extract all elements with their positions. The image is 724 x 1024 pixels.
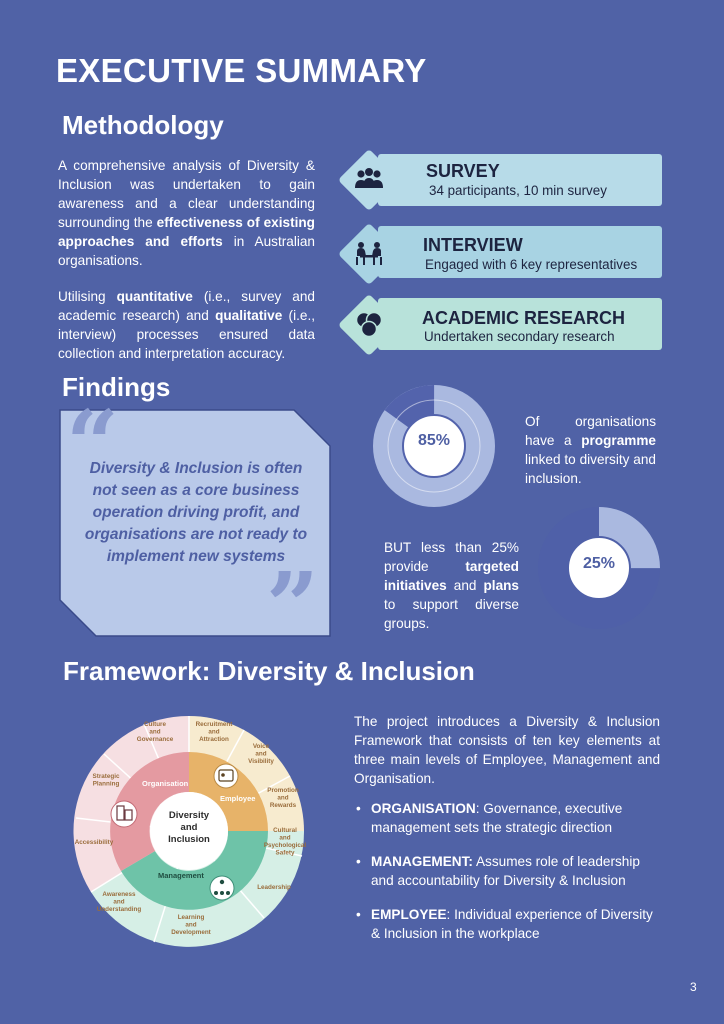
level-management-label: Management	[158, 871, 204, 880]
meeting-icon	[347, 232, 391, 276]
wheel-element-awareness-line-2: Understanding	[96, 906, 142, 913]
finding-2-text	[384, 538, 519, 633]
wheel-center-line-3: Inclusion	[168, 834, 210, 845]
bold-run: programme	[581, 433, 656, 448]
bullet-management	[354, 853, 660, 890]
donut-85-label: 85%	[417, 432, 451, 449]
methodology-paragraph-1	[58, 156, 315, 270]
venn-icon	[347, 303, 391, 347]
text-run: BUT less than 25% provide	[384, 540, 519, 574]
level-organisation-label: Organisation	[142, 779, 189, 788]
wheel-element-cultural-line-1: and	[279, 834, 291, 842]
wheel-element-recruitment-line-2: Attraction	[199, 736, 229, 743]
framework-intro: The project introduces a Diversity & Inclusion Framework that consists of ten key elements at three main levels of Employee, Management and Organisation.	[354, 714, 660, 786]
wheel-element-promotion-line-2: Rewards	[269, 802, 297, 809]
text-run: and	[446, 578, 484, 593]
bullet-dot: •	[356, 801, 361, 816]
bullet-dot: •	[356, 907, 361, 922]
method-interview	[378, 226, 662, 278]
method-title: SURVEY	[426, 161, 500, 181]
close-quote-icon: ”	[266, 552, 319, 660]
findings-heading: Findings	[62, 372, 171, 402]
wheel-element-culture-line-1: and	[149, 728, 161, 736]
bullet-label: EMPLOYEE	[371, 907, 447, 922]
text-run: in Australian organisations.	[58, 234, 315, 268]
bold-run: plans	[483, 578, 519, 593]
method-title: INTERVIEW	[423, 235, 523, 255]
group-icon	[347, 158, 391, 202]
wheel-element-strategic-line-0: Strategic	[92, 773, 120, 780]
building-icon	[111, 801, 137, 827]
wheel-element-strategic-line-1: Planning	[92, 780, 120, 788]
wheel-element-recruitment-line-1: and	[208, 728, 220, 736]
method-subtitle: 34 participants, 10 min survey	[429, 183, 607, 198]
wheel-element-promotion-line-1: and	[277, 794, 289, 802]
wheel-center-line-1: Diversity	[168, 810, 210, 821]
open-quote-icon: “	[66, 390, 119, 498]
method-subtitle: Engaged with 6 key representatives	[425, 257, 638, 272]
method-subtitle: Undertaken secondary research	[424, 329, 615, 344]
page-title: EXECUTIVE SUMMARY	[56, 52, 427, 89]
wheel-element-learning-line-0: Learning	[177, 914, 205, 921]
text-run: to support diverse groups.	[384, 597, 519, 631]
bullet-label: MANAGEMENT:	[371, 854, 473, 869]
wheel-element-culture-line-2: Governance	[136, 736, 174, 743]
bullet-employee	[354, 906, 660, 943]
methodology-heading: Methodology	[62, 110, 224, 140]
text-run: linked to diversity and inclusion.	[525, 452, 656, 486]
level-employee-label: Employee	[220, 794, 256, 803]
wheel-element-leadership-line-0: Leadership	[257, 884, 291, 891]
finding-1-text	[525, 412, 656, 488]
bullet-organisation	[354, 800, 660, 837]
wheel-element-learning-line-1: and	[185, 921, 197, 929]
wheel-element-accessibility-line-0: Accessibility	[74, 839, 114, 846]
team-hierarchy-icon	[210, 876, 234, 900]
findings-quote: Diversity & Inclusion is often not seen as a core business operation driving profit, and organisations are not ready to implement new systems	[84, 460, 308, 565]
framework-heading: Framework: Diversity & Inclusion	[63, 656, 475, 686]
donut-25-label: 25%	[582, 555, 616, 572]
bold-run: qualitative	[215, 308, 283, 323]
text-run: (i.e., survey and academic research) and	[58, 289, 315, 323]
text-run: Of organisations have a	[525, 414, 656, 448]
id-card-icon	[214, 764, 238, 788]
wheel-element-promotion-line-0: Promotion	[267, 787, 299, 794]
wheel-element-voice-line-0: Voice	[252, 743, 270, 750]
wheel-element-learning-line-2: Development	[171, 929, 211, 936]
bold-run: targeted initiatives	[384, 559, 519, 593]
framework-wheel	[64, 706, 314, 956]
wheel-element-cultural-line-3: Safety	[275, 849, 295, 857]
bullet-text: : Governance, executive management sets the strategic direction	[371, 801, 623, 835]
bullet-label: ORGANISATION	[371, 801, 476, 816]
text-run: (i.e., interview) processes ensured data collection and interpretation accuracy.	[58, 308, 315, 361]
wheel-element-awareness-line-0: Awareness	[102, 891, 136, 898]
method-survey	[378, 154, 662, 206]
wheel-element-cultural-line-0: Cultural	[273, 827, 297, 834]
bold-run: effectiveness of existing approaches and efforts	[58, 215, 315, 249]
methodology-paragraph-2	[58, 287, 315, 363]
text-run: Utilising	[58, 289, 117, 304]
method-title: ACADEMIC RESEARCH	[422, 308, 626, 328]
page-number: 3	[690, 980, 697, 994]
method-academic-research	[378, 298, 662, 350]
wheel-element-voice-line-2: Visibility	[248, 758, 274, 765]
bullet-dot: •	[356, 854, 361, 869]
wheel-element-recruitment-line-0: Recruitment	[195, 721, 233, 728]
wheel-element-voice-line-1: and	[255, 750, 267, 758]
bullet-text: Assumes role of leadership and accountability for Diversity & Inclusion	[371, 854, 640, 888]
wheel-element-culture-line-0: Culture	[143, 721, 167, 728]
wheel-element-cultural-line-2: Psychological	[263, 842, 307, 849]
wheel-center-line-2: and	[180, 822, 198, 833]
wheel-element-awareness-line-1: and	[113, 898, 125, 906]
bullet-text: : Individual experience of Diversity & Inclusion in the workplace	[371, 907, 653, 941]
bold-run: quantitative	[116, 289, 193, 304]
text-run: A comprehensive analysis of Diversity & Inclusion was undertaken to gain awareness and a clear understanding surrounding the	[58, 158, 315, 230]
